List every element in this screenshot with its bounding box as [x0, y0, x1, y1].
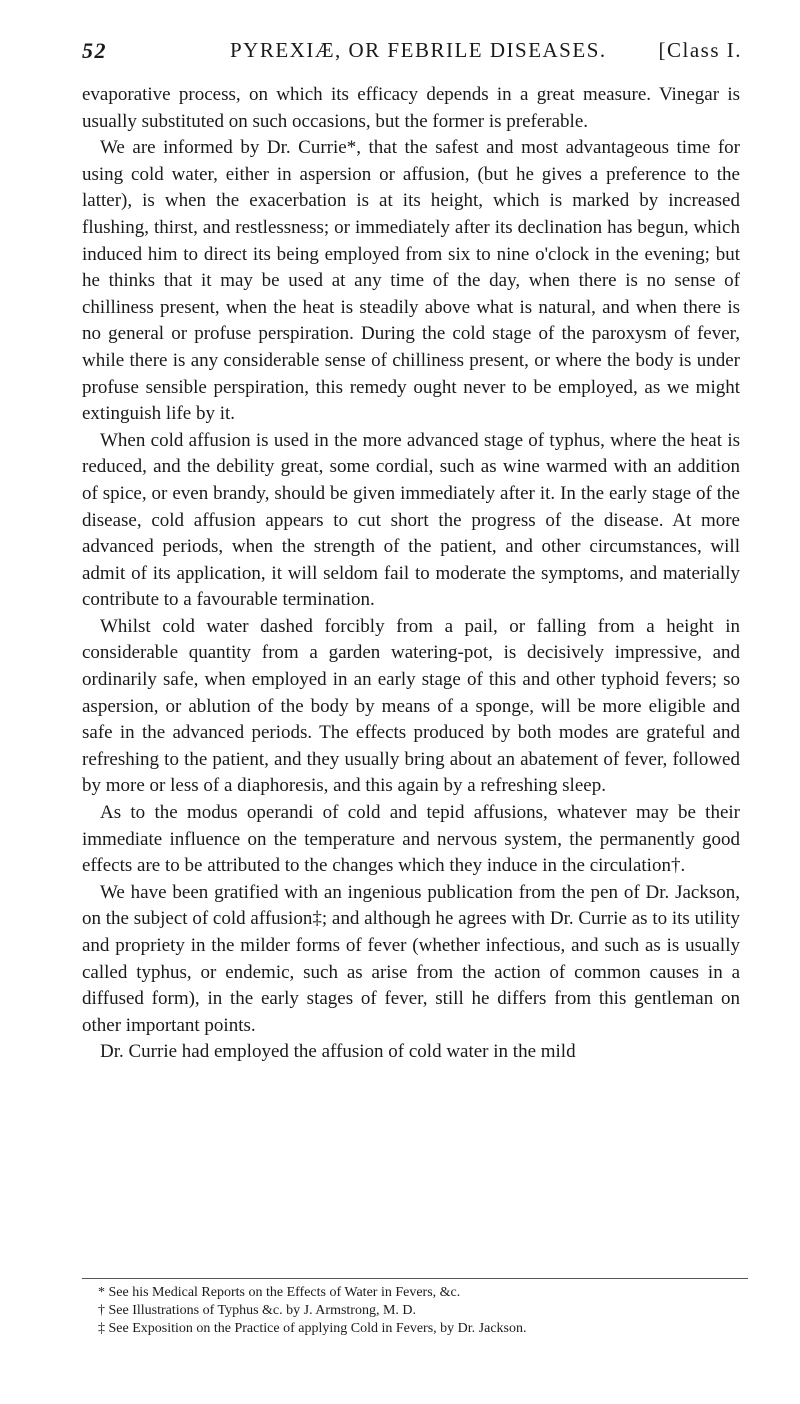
- paragraph: Dr. Currie had employed the affusion of cold water in the mild: [100, 1041, 576, 1063]
- footnote-divider: [82, 1278, 748, 1279]
- class-label: [Class I.: [658, 38, 742, 62]
- body-text: [82, 82, 740, 1066]
- running-title: PYREXIÆ, OR FEBRILE DISEASES.: [230, 38, 607, 62]
- page-header: [82, 38, 742, 74]
- footnotes: [98, 1284, 748, 1338]
- paragraph: evaporative process, on which its efficacy depends in a great measure. Vinegar is usually substituted on such occasions, but the former is preferable.: [82, 84, 740, 132]
- footnote: † See Illustrations of Typhus &c. by J. Armstrong, M. D.: [98, 1303, 417, 1318]
- paragraph: When cold affusion is used in the more advanced stage of typhus, where the heat is reduced, and the debility great, some cordial, such as wine warmed with an addition of spice, or even brandy, should be given immediately after it. In the early stage of the disease, cold affusion appears to cut short the progress of the disease. At more advanced periods, when the strength of the patient, and other circumstances, will admit of its application, it will seldom fail to moderate the symptoms, and materially contribute to a favourable termination.: [82, 429, 740, 611]
- paragraph: As to the modus operandi of cold and tepid affusions, whatever may be their immediate influence on the temperature and nervous system, the permanently good effects are to be attributed to the changes which they induce in the circulation†.: [82, 802, 740, 877]
- footnote: * See his Medical Reports on the Effects of Water in Fevers, &c.: [98, 1285, 461, 1300]
- paragraph: We have been gratified with an ingenious publication from the pen of Dr. Jackson, on the subject of cold affusion‡; and although he agrees with Dr. Currie as to its utility and propriety in the milder forms of fever (whether infectious, and such as is usually called typhus, or endemic, such as arise from the action of common causes in a diffused form), in the early stages of fever, still he differs from this gentleman on other important points.: [82, 881, 740, 1036]
- paragraph: We are informed by Dr. Currie*, that the safest and most advantageous time for using cold water, either in aspersion or affusion, (but he gives a preference to the latter), is when the exacerbation is at its height, which is marked by increased flushing, thirst, and restlessness; or immediately after its declination has begun, which induced him to direct its being employed from six to nine o'clock in the evening; but he thinks that it may be used at any time of the day, when there is no sense of chilliness present, when the heat is steadily above what is natural, and when there is no general or profuse perspiration. During the cold stage of the paroxysm of fever, while there is any considerable sense of chilliness present, or where the body is under profuse sensible perspiration, this remedy ought never to be employed, as we might extinguish life by it.: [82, 137, 740, 425]
- footnote: ‡ See Exposition on the Practice of applying Cold in Fevers, by Dr. Jackson.: [98, 1321, 527, 1336]
- paragraph: Whilst cold water dashed forcibly from a pail, or falling from a height in considerable quantity from a garden watering-pot, is decisively impressive, and ordinarily safe, when employed in an early stage of this and other typhoid fevers; so aspersion, or ablution of the body by means of a sponge, will be more eligible and safe in the advanced periods. The effects produced by both modes are grateful and refreshing to the patient, and they usually bring about an abatement of fever, followed by more or less of a diaphoresis, and this again by a refreshing sleep.: [82, 615, 740, 797]
- page-number: 52: [82, 38, 107, 63]
